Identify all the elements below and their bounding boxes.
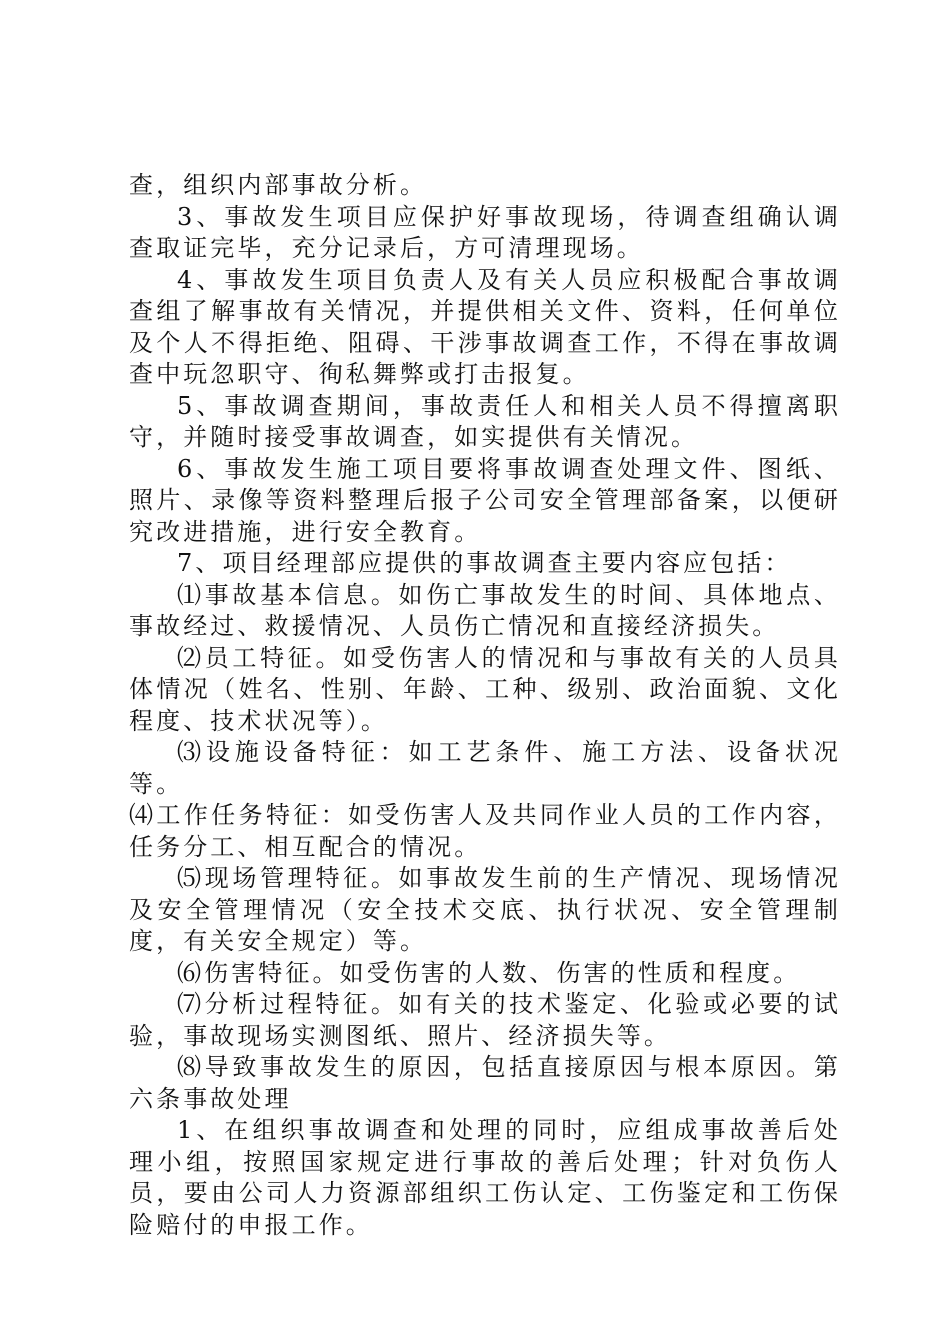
document-body	[129, 170, 841, 1241]
paragraph-item-7: 7、项目经理部应提供的事故调查主要内容应包括：	[177, 549, 792, 577]
paragraph-subitem-6: ⑹伤害特征。如受伤害的人数、伤害的性质和程度。	[177, 958, 801, 987]
paragraph-subitem-1: ⑴事故基本信息。如伤亡事故发生的时间、具体地点、事故经过、救援情况、人员伤亡情况和直接经济损失。	[129, 580, 841, 640]
paragraph-subitem-4: ⑷工作任务特征：如受伤害人及共同作业人员的工作内容，任务分工、相互配合的情况。	[129, 801, 841, 861]
paragraph-item-3: 3、事故发生项目应保护好事故现场，待调查组确认调查取证完毕，充分记录后，方可清理现场。	[129, 202, 841, 262]
paragraph-subitem-8: ⑻导致事故发生的原因，包括直接原因与根本原因。第六条事故处理	[129, 1053, 841, 1113]
paragraph-continuation: 查，组织内部事故分析。	[129, 171, 428, 199]
paragraph-subitem-7: ⑺分析过程特征。如有关的技术鉴定、化验或必要的试验，事故现场实测图纸、照片、经济损失等。	[129, 990, 841, 1050]
paragraph-section6-item-1: 1、在组织事故调查和处理的同时，应组成事故善后处理小组，按照国家规定进行事故的善后处理；针对负伤人员，要由公司人力资源部组织工伤认定、工伤鉴定和工伤保险赔付的申报工作。	[129, 1116, 841, 1239]
paragraph-subitem-3: ⑶设施设备特征：如工艺条件、施工方法、设备状况等。	[129, 738, 841, 798]
paragraph-item-4: 4、事故发生项目负责人及有关人员应积极配合事故调查组了解事故有关情况，并提供相关文件、资料，任何单位及个人不得拒绝、阻碍、干涉事故调查工作，不得在事故调查中玩忽职守、徇私舞弊或打击报复。	[129, 265, 841, 388]
paragraph-subitem-5: ⑸现场管理特征。如事故发生前的生产情况、现场情况及安全管理情况（安全技术交底、执行状况、安全管理制度，有关安全规定）等。	[129, 864, 841, 955]
paragraph-item-6: 6、事故发生施工项目要将事故调查处理文件、图纸、照片、录像等资料整理后报子公司安全管理部备案，以便研究改进措施，进行安全教育。	[129, 454, 841, 546]
paragraph-subitem-2: ⑵员工特征。如受伤害人的情况和与事故有关的人员具体情况（姓名、性别、年龄、工种、级别、政治面貌、文化程度、技术状况等）。	[129, 643, 841, 735]
paragraph-item-5: 5、事故调查期间，事故责任人和相关人员不得擅离职守，并随时接受事故调查，如实提供有关情况。	[129, 391, 841, 451]
